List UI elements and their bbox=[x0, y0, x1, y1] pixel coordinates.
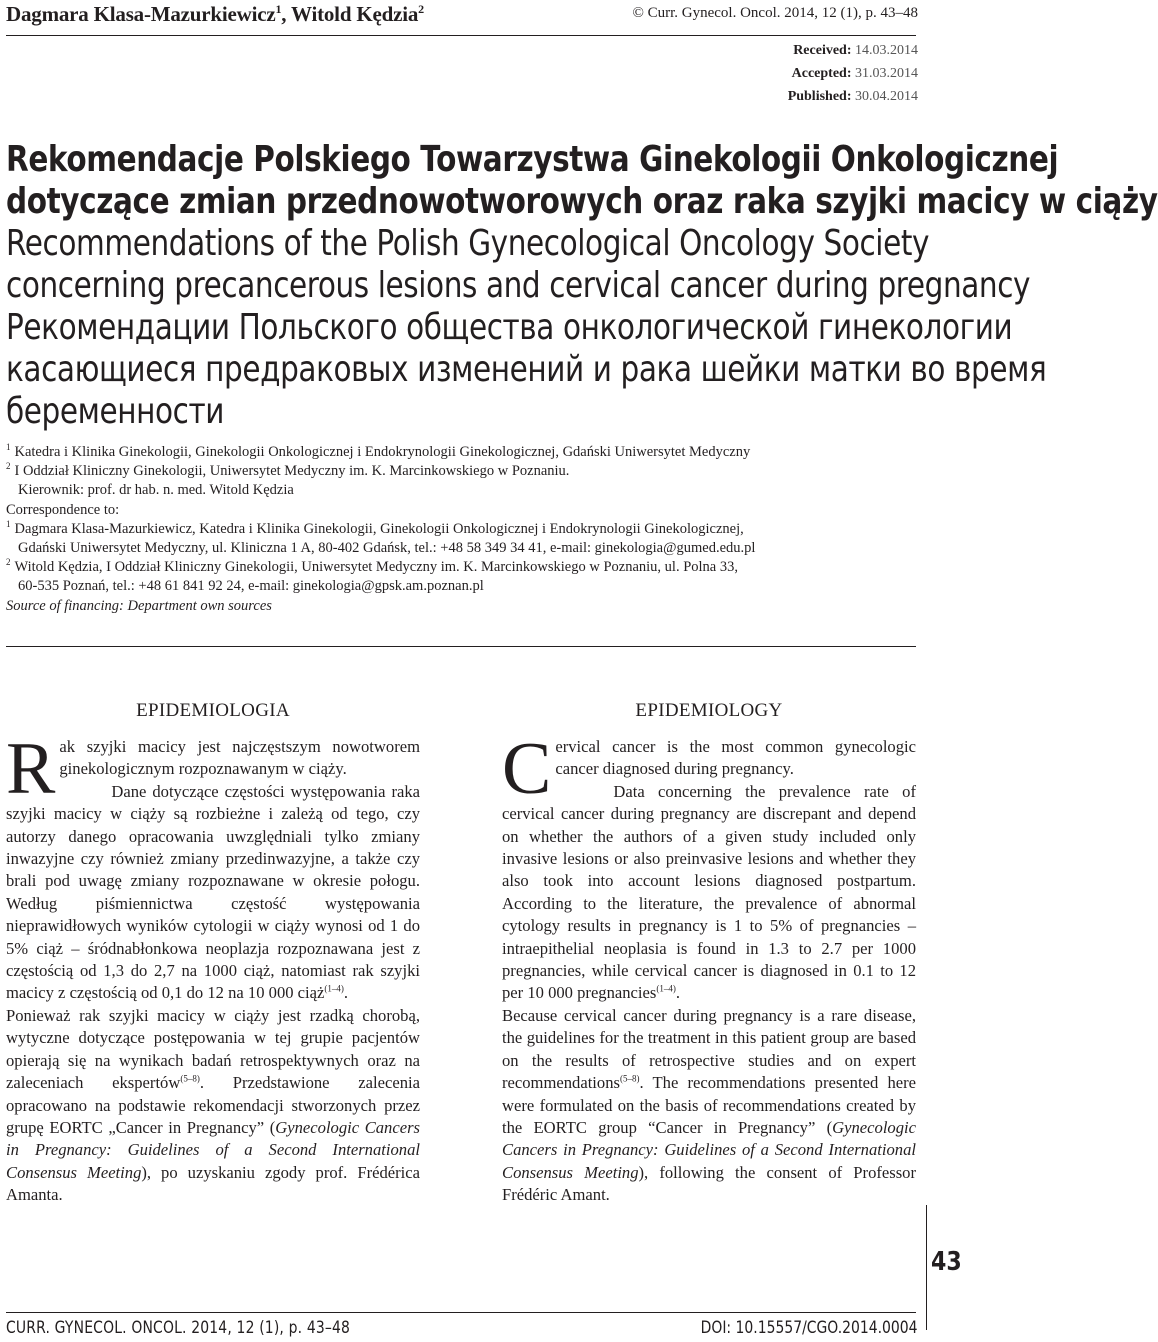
footer-divider bbox=[6, 1312, 916, 1313]
polish-paragraph-3 bbox=[6, 1005, 420, 1207]
title-russian-line-1: Рекомендации Польского общества онкологической гинекологии bbox=[6, 307, 1013, 348]
page-number-rule bbox=[926, 1205, 927, 1330]
correspondence-2-contact: 60-535 Poznań, tel.: +48 61 841 92 24, e-mail: ginekologia@gpsk.am.poznan.pl bbox=[18, 578, 484, 595]
polish-paragraph-1 bbox=[6, 728, 420, 810]
polish-column bbox=[6, 700, 420, 1207]
correspondence-2-mark: 2 bbox=[6, 557, 11, 568]
article-titles bbox=[6, 139, 1158, 433]
title-polish-line-2: dotyczące zmian przednowotworowych oraz raka szyjki macicy w ciąży bbox=[6, 181, 1158, 222]
title-russian-line-2: касающиеся предраковых изменений и рака шейки матки во время bbox=[6, 349, 1047, 390]
english-paragraph-1 bbox=[502, 728, 916, 810]
journal-citation: © Curr. Gynecol. Oncol. 2014, 12 (1), p. 43–48 bbox=[632, 5, 918, 21]
polish-paragraph-2-text: Dane dotyczące częstości występowania raka szyjki macicy w ciąży są rozbieżne i zależą od tego, czy autorzy danego opracowania uwzględniali tylko zmiany inwazyjne czy również zmiany przedinwazyjne, a także czy brali pod uwagę zmiany rozpoznawane w okresie połogu. Według piśmiennictwa częstość występowania nieprawidłowych wyników cytologii w ciąży wynosi od 1 do 5% ciąż – śródnabłonkowa neoplazja rozpoznawana jest z częstością od 1,3 do 2,7 na 1000 ciąż, natomiast rak szyjki macicy z częstością od 0,1 do 12 na 10 000 ciąż bbox=[6, 781, 420, 1003]
english-paragraph-2-end: . bbox=[675, 983, 681, 1003]
english-paragraph-2 bbox=[502, 781, 916, 1005]
english-column bbox=[502, 700, 916, 1207]
header-divider bbox=[6, 35, 916, 36]
english-paragraph-2-text: Data concerning the prevalence rate of cervical cancer during pregnancy are discrepant and depend on whether the authors of a given study included only invasive lesions or also preinvasive lesions and whether they also took into account lesions diagnosed postpartum. According to the literature, the prevalence of abnormal cytology results in pregnancy is 1 to 5% of pregnancies – intraepithelial neoplasia is found in 1.3 to 2.7 per 1000 pregnancies, while cervical cancer is diagnosed in 0.1 to 12 per 10 000 pregnancies bbox=[502, 781, 916, 1003]
title-english-line-2: concerning precancerous lesions and cervical cancer during pregnancy bbox=[6, 265, 1031, 306]
affiliation-1-text: Katedra i Klinika Ginekologii, Ginekologii Onkologicznej i Endokrynologii Ginekologicznej, Gdański Uniwersytet Medyczny bbox=[14, 444, 751, 460]
footer-doi: DOI: 10.15557/CGO.2014.0004 bbox=[701, 1318, 918, 1338]
correspondence-2 bbox=[6, 558, 906, 577]
correspondence-label: Correspondence to: bbox=[6, 501, 120, 518]
received-date: 14.03.2014 bbox=[855, 43, 918, 58]
affiliations-block bbox=[6, 443, 906, 616]
affiliation-2-head: Kierownik: prof. dr hab. n. med. Witold Kędzia bbox=[18, 482, 294, 499]
polish-reference-1: (1–4) bbox=[324, 983, 344, 994]
english-paragraph-3 bbox=[502, 1005, 916, 1207]
polish-dropcap: R bbox=[6, 728, 56, 810]
accepted-label: Accepted: bbox=[791, 66, 852, 81]
article-authors bbox=[6, 2, 424, 27]
section-divider bbox=[6, 646, 916, 647]
published-date: 30.04.2014 bbox=[855, 89, 918, 104]
affiliation-1-mark: 1 bbox=[6, 442, 11, 453]
published-label: Published: bbox=[787, 89, 852, 104]
polish-paragraph-3-text: Ponieważ rak szyjki macicy w ciąży jest rzadką chorobą, wytyczne dotyczące postępowania w tej grupie pacjentów opierają się na wynikach badań retrospektywnych oraz na zaleceniach ekspertów bbox=[6, 1005, 420, 1093]
polish-guideline-title: Gynecologic Cancers in Pregnancy: Guidelines of a Second International Consensus Meeting bbox=[6, 1117, 421, 1182]
correspondence-1 bbox=[6, 520, 906, 539]
polish-section-heading: EPIDEMIOLOGIA bbox=[136, 700, 290, 721]
affiliation-2-text: I Oddział Kliniczny Ginekologii, Uniwersytet Medyczny im. K. Marcinkowskiego w Poznaniu. bbox=[14, 463, 570, 480]
title-english-line-1: Recommendations of the Polish Gynecological Oncology Society bbox=[6, 223, 930, 264]
english-dropcap: C bbox=[502, 728, 552, 810]
english-paragraph-3-text: Because cervical cancer during pregnancy is a rare disease, the guidelines for the treatment in this patient group are based on the results of retrospective studies and on expert recommendations bbox=[502, 1005, 916, 1093]
author-2: Witold Kędzia bbox=[291, 2, 419, 26]
affiliation-2 bbox=[6, 462, 906, 481]
correspondence-2-text: Witold Kędzia, I Oddział Kliniczny Ginekologii, Uniwersytet Medyczny im. K. Marcinkowskiego w Poznaniu, ul. Polna 33, bbox=[14, 559, 738, 576]
author-1-affiliation-mark: 1 bbox=[275, 2, 282, 16]
author-2-affiliation-mark: 2 bbox=[418, 2, 424, 16]
received-label: Received: bbox=[793, 43, 852, 58]
affiliation-2-mark: 2 bbox=[6, 461, 11, 472]
english-paragraph-3-mid: . The recommendations presented here were formulated on the basis of recommendations created by the EORTC group “Cancer in Pregnancy” ( bbox=[502, 1073, 916, 1137]
polish-reference-2: (5–8) bbox=[180, 1073, 200, 1084]
footer-citation: CURR. GYNECOL. ONCOL. 2014, 12 (1), p. 43–48 bbox=[6, 1318, 351, 1338]
polish-paragraph-2 bbox=[6, 781, 420, 1005]
polish-paragraph-3-mid: . Przedstawione zalecenia opracowano na podstawie rekomendacji stworzonych przez grupę EORTC „Cancer in Pregnancy” ( bbox=[6, 1073, 421, 1137]
author-1: Dagmara Klasa-Mazurkiewicz bbox=[6, 2, 276, 26]
correspondence-1-mark: 1 bbox=[6, 518, 11, 529]
page-number: 43 bbox=[931, 1247, 962, 1277]
article-dates bbox=[788, 39, 918, 108]
correspondence-1-contact: Gdański Uniwersytet Medyczny, ul. Kliniczna 1 A, 80-402 Gdańsk, tel.: +48 58 349 34 41, e-mail: ginekologia@gumed.edu.pl bbox=[18, 540, 756, 557]
affiliation-1 bbox=[6, 443, 906, 462]
polish-paragraph-1-text: ak szyjki macicy jest najczęstszym nowotworem ginekologicznym rozpoznawanym w ciąży. bbox=[59, 737, 420, 779]
english-paragraph-1-text: ervical cancer is the most common gynecologic cancer diagnosed during pregnancy. bbox=[555, 737, 916, 779]
english-reference-2: (5–8) bbox=[619, 1073, 640, 1084]
title-russian-line-3: беременности bbox=[6, 391, 225, 432]
polish-paragraph-3-end: ), po uzyskaniu zgody prof. Frédérica Amanta. bbox=[6, 1162, 420, 1205]
author-separator: , bbox=[281, 2, 292, 26]
english-section-heading: EPIDEMIOLOGY bbox=[635, 700, 783, 721]
title-polish-line-1: Rekomendacje Polskiego Towarzystwa Ginekologii Onkologicznej bbox=[6, 139, 1059, 180]
polish-paragraph-2-end: . bbox=[343, 983, 349, 1003]
english-paragraph-3-end: ), following the consent of Professor Frédéric Amant. bbox=[502, 1162, 916, 1205]
english-guideline-title: Gynecologic Cancers in Pregnancy: Guidelines of a Second International Consensus Meeting bbox=[502, 1117, 916, 1182]
accepted-date: 31.03.2014 bbox=[855, 66, 918, 81]
correspondence-1-text: Dagmara Klasa-Mazurkiewicz, Katedra i Klinika Ginekologii, Ginekologii Onkologicznej i Endokrynologii Ginekologicznej, bbox=[14, 520, 744, 537]
english-reference-1: (1–4) bbox=[656, 983, 676, 994]
financing-source: Source of financing: Department own sources bbox=[6, 597, 272, 614]
